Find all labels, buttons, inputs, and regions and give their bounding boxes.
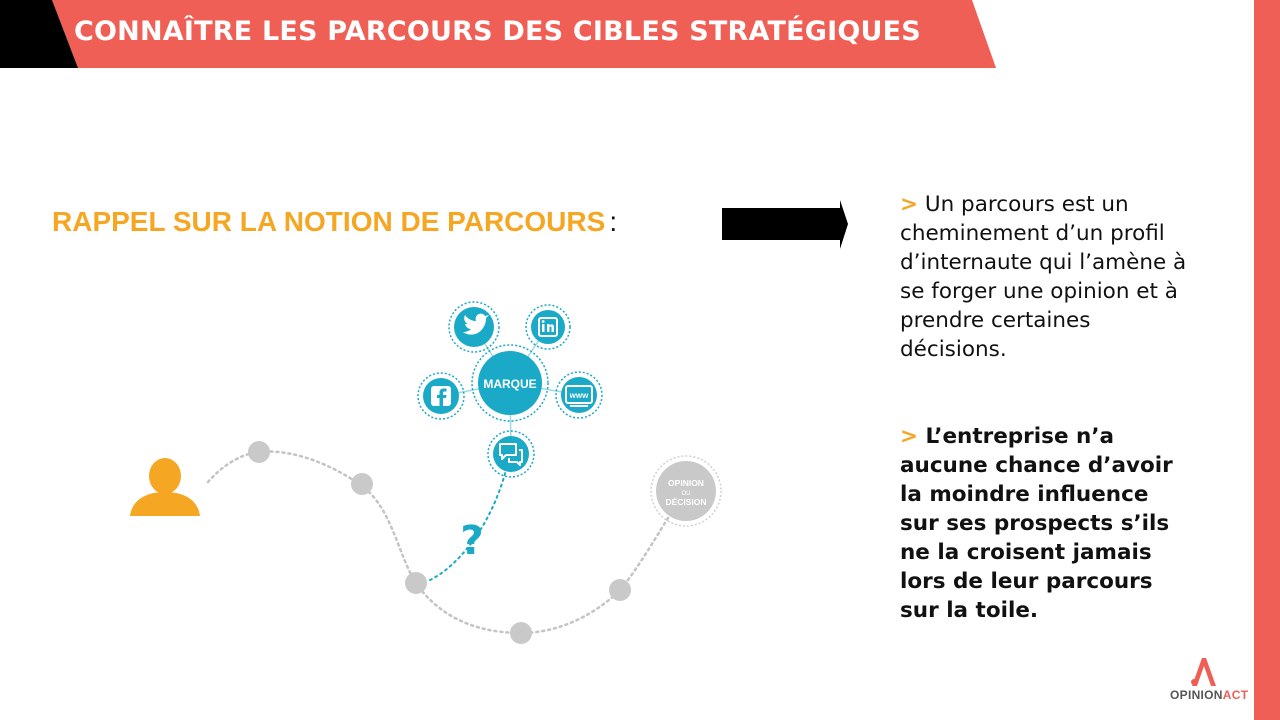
paragraph-text: Un parcours est un cheminement d’un profil d’internaute qui l’amène à se forger une opinion et à prendre certaines décisions.	[900, 192, 1187, 362]
twitter-icon	[449, 302, 499, 352]
linkedin-icon	[526, 305, 570, 349]
logo-text	[1170, 688, 1248, 702]
journey-node	[510, 622, 532, 644]
journey-node	[405, 572, 427, 594]
journey-node	[609, 579, 631, 601]
marque-node	[472, 345, 548, 421]
opinion-label: OPINION	[668, 478, 704, 488]
paragraph-text: L’entreprise n’a aucune chance d’avoir la moindre influence sur ses prospects s’ils ne la croisent jamais lors de leur parcours sur la toile.	[900, 424, 1173, 623]
bullet-marker: >	[900, 424, 919, 449]
user-icon	[130, 458, 200, 516]
facebook-icon	[418, 373, 464, 419]
journey-path	[208, 452, 670, 633]
logo-text-act: ACT	[1222, 688, 1249, 702]
logo-text-opinion: OPINION	[1170, 688, 1223, 702]
chat-icon	[488, 431, 534, 477]
page-title: CONNAÎTRE LES PARCOURS DES CIBLES STRATÉGIQUES	[74, 16, 921, 47]
section-heading-colon: :	[609, 206, 618, 237]
question-mark: ?	[460, 518, 484, 564]
bullet-marker: >	[900, 192, 919, 217]
www-label: www	[569, 391, 589, 400]
website-icon	[556, 372, 602, 418]
ou-label: OU	[681, 491, 691, 497]
section-heading-text: RAPPEL SUR LA NOTION DE PARCOURS	[52, 206, 606, 237]
marque-label: MARQUE	[483, 377, 537, 391]
journey-node	[351, 473, 373, 495]
decision-label: DÉCISION	[665, 497, 707, 507]
journey-node	[248, 441, 270, 463]
opinion-decision-node	[651, 456, 721, 526]
